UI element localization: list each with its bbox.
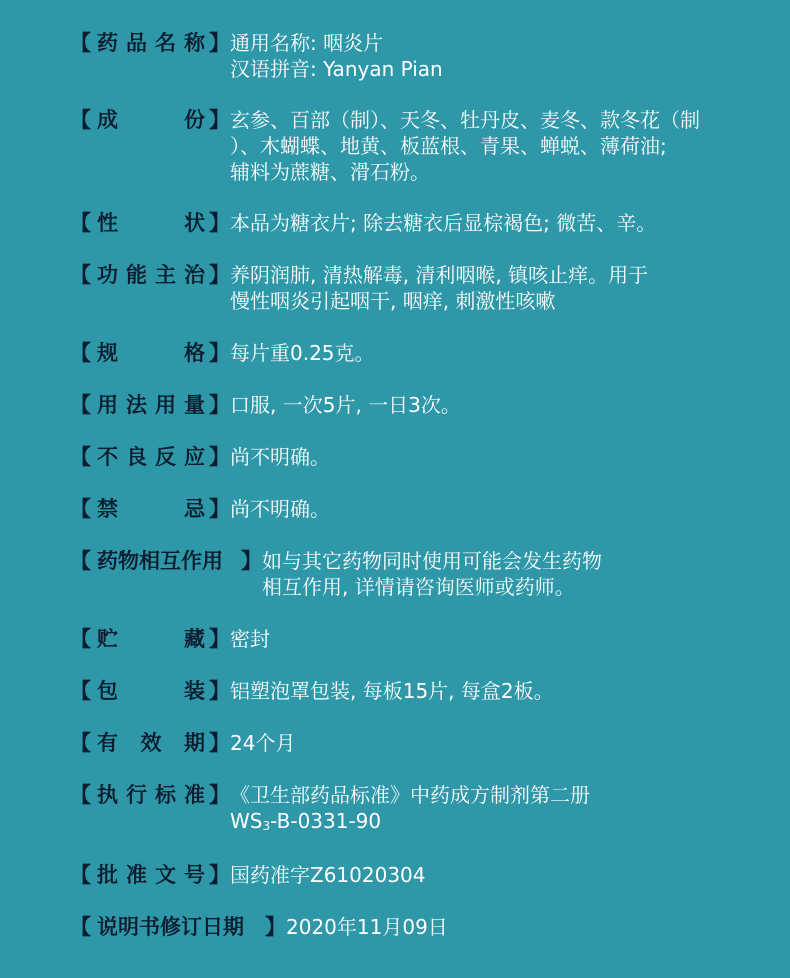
row-description: [70, 210, 750, 236]
label-text: 说明书修订日期: [97, 915, 244, 939]
value-line: 每片重0.25克。: [230, 341, 375, 365]
label-adverse-reactions: [70, 444, 230, 470]
label-char: 治: [184, 263, 205, 287]
value-indications: [230, 262, 750, 314]
value-adverse-reactions: [230, 444, 750, 470]
bracket-close: 】: [209, 31, 230, 55]
value-line: 相互作用, 详情请咨询医师或药师。: [262, 575, 575, 599]
label-char: 品: [126, 31, 147, 55]
row-adverse-reactions: [70, 444, 750, 470]
label-char: 禁: [97, 497, 118, 521]
value-description: [230, 210, 750, 236]
value-line-ws-code: [230, 808, 750, 839]
ws-subscript: 3: [262, 819, 271, 833]
bracket-open: 【: [70, 627, 91, 651]
value-line: 密封: [230, 627, 270, 651]
label-char: 忌: [184, 497, 205, 521]
bracket-open: 【: [70, 393, 91, 417]
value-drug-name: [230, 30, 750, 82]
value-packaging: [230, 678, 750, 704]
value-shelf-life: [230, 730, 750, 756]
label-char: 批: [97, 863, 118, 887]
value-line: 慢性咽炎引起咽干, 咽痒, 刺激性咳嗽: [230, 289, 556, 313]
bracket-close: 】: [241, 549, 262, 573]
bracket-close: 】: [209, 108, 230, 132]
bracket-close: 】: [209, 445, 230, 469]
label-char: 号: [184, 863, 205, 887]
ws-code: -B-0331-90: [270, 809, 382, 833]
bracket-open: 【: [70, 211, 91, 235]
label-char: 量: [184, 393, 205, 417]
bracket-open: 【: [70, 731, 91, 755]
label-char: 能: [126, 263, 147, 287]
label-char: 法: [126, 393, 147, 417]
label-char: 准: [184, 783, 205, 807]
bracket-close: 】: [209, 679, 230, 703]
label-packaging: [70, 678, 230, 704]
bracket-close: 】: [209, 393, 230, 417]
label-char: 效: [140, 731, 162, 755]
label-ingredients: [70, 107, 230, 133]
bracket-open: 【: [70, 108, 91, 132]
label-char: 用: [97, 393, 118, 417]
value-line: 辅料为蔗糖、滑石粉。: [230, 160, 430, 184]
bracket-open: 【: [70, 679, 91, 703]
label-char: 不: [97, 445, 118, 469]
value-contraindications: [230, 496, 750, 522]
label-revision-date: [70, 914, 286, 940]
bracket-close: 】: [209, 263, 230, 287]
label-specification: [70, 340, 230, 366]
bracket-close: 】: [209, 211, 230, 235]
label-indications: [70, 262, 230, 288]
label-char: 功: [97, 263, 118, 287]
value-revision-date: [286, 914, 750, 940]
bracket-open: 【: [70, 263, 91, 287]
label-drug-name: [70, 30, 230, 56]
label-dosage: [70, 392, 230, 418]
label-description: [70, 210, 230, 236]
row-indications: [70, 262, 750, 314]
label-char: 标: [155, 783, 176, 807]
label-char: 行: [126, 783, 147, 807]
row-shelf-life: [70, 730, 750, 756]
label-text: 药物相互作用: [97, 549, 223, 573]
bracket-close: 】: [209, 341, 230, 365]
value-line: 玄参、百部（制）、天冬、牡丹皮、麦冬、款冬花（制: [230, 108, 700, 132]
bracket-open: 【: [70, 915, 91, 939]
bracket-open: 【: [70, 783, 91, 807]
row-packaging: [70, 678, 750, 704]
bracket-open: 【: [70, 497, 91, 521]
label-char: 期: [184, 731, 205, 755]
value-line: 本品为糖衣片; 除去糖衣后显棕褐色; 微苦、辛。: [230, 211, 657, 235]
label-char: 主: [155, 263, 176, 287]
value-line: ）、木蝴蝶、地黄、板蓝根、青果、蝉蜕、薄荷油;: [230, 134, 667, 158]
value-approval-number: [230, 862, 750, 888]
bracket-close: 】: [209, 497, 230, 521]
label-char: 状: [184, 211, 205, 235]
value-line: 铝塑泡罩包装, 每板15片, 每盒2板。: [230, 679, 554, 703]
label-char: 性: [97, 211, 118, 235]
row-storage: [70, 626, 750, 652]
value-line: 2020年11月09日: [286, 915, 448, 939]
value-line: 口服, 一次5片, 一日3次。: [230, 393, 461, 417]
value-standard: [230, 782, 750, 839]
row-standard: [70, 782, 750, 839]
value-drug-interactions: [262, 548, 750, 600]
value-line: 如与其它药物同时使用可能会发生药物: [262, 549, 602, 573]
value-line: 汉语拼音: Yanyan Pian: [230, 57, 443, 81]
label-char: 份: [184, 108, 205, 132]
value-line: 国药准字Z61020304: [230, 863, 426, 887]
bracket-close: 】: [209, 627, 230, 651]
value-line: 尚不明确。: [230, 497, 330, 521]
ws-prefix: WS: [230, 809, 263, 833]
label-shelf-life: [70, 730, 230, 756]
label-char: 包: [97, 679, 118, 703]
bracket-open: 【: [70, 31, 91, 55]
label-char: 用: [155, 393, 176, 417]
row-dosage: [70, 392, 750, 418]
label-char: 名: [155, 31, 176, 55]
label-char: 应: [184, 445, 205, 469]
label-char: 准: [126, 863, 147, 887]
value-line: 24个月: [230, 731, 296, 755]
value-storage: [230, 626, 750, 652]
label-char: 反: [155, 445, 176, 469]
row-ingredients: [70, 107, 750, 185]
row-drug-name: [70, 30, 750, 82]
label-char: 贮: [97, 627, 118, 651]
bracket-open: 【: [70, 341, 91, 365]
label-contraindications: [70, 496, 230, 522]
value-line: 尚不明确。: [230, 445, 330, 469]
label-approval-number: [70, 862, 230, 888]
row-drug-interactions: [70, 548, 750, 600]
label-char: 执: [97, 783, 118, 807]
label-char: 药: [97, 31, 118, 55]
label-char: 格: [184, 341, 205, 365]
value-specification: [230, 340, 750, 366]
value-line: 养阴润肺, 清热解毒, 清利咽喉, 镇咳止痒。用于: [230, 263, 649, 287]
label-char: 装: [184, 679, 205, 703]
bracket-close: 】: [209, 863, 230, 887]
bracket-close: 】: [265, 915, 286, 939]
bracket-close: 】: [209, 783, 230, 807]
label-char: 规: [97, 341, 118, 365]
row-revision-date: [70, 914, 750, 940]
row-contraindications: [70, 496, 750, 522]
value-line: 《卫生部药品标准》中药成方制剂第二册: [230, 783, 590, 807]
bracket-open: 【: [70, 863, 91, 887]
label-standard: [70, 782, 230, 808]
label-char: 成: [97, 108, 118, 132]
label-drug-interactions: [70, 548, 262, 574]
value-dosage: [230, 392, 750, 418]
label-char: 称: [184, 31, 205, 55]
label-storage: [70, 626, 230, 652]
bracket-open: 【: [70, 549, 91, 573]
label-char: 有: [97, 731, 118, 755]
label-char: 良: [126, 445, 147, 469]
row-approval-number: [70, 862, 750, 888]
bracket-close: 】: [209, 731, 230, 755]
label-char: 藏: [184, 627, 205, 651]
bracket-open: 【: [70, 445, 91, 469]
value-ingredients: [230, 107, 750, 185]
value-line: 通用名称: 咽炎片: [230, 31, 384, 55]
row-specification: [70, 340, 750, 366]
label-char: 文: [155, 863, 176, 887]
